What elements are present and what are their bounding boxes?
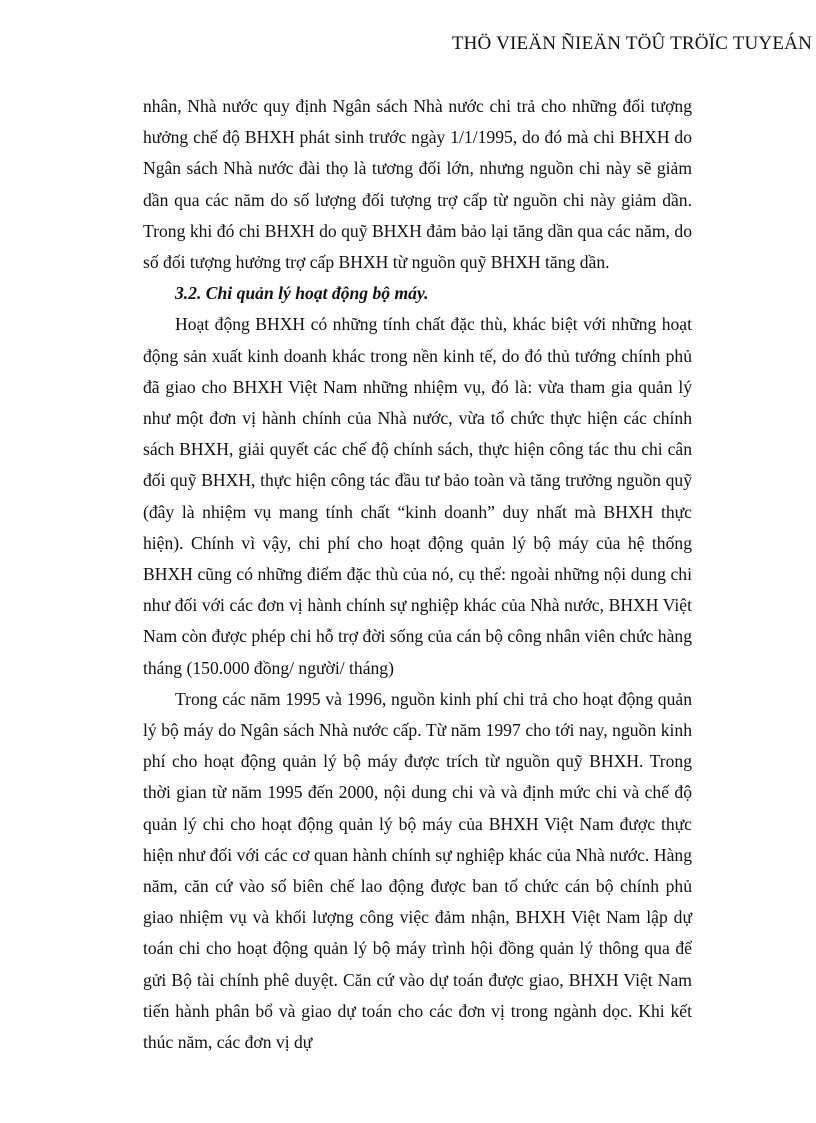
document-body <box>143 91 692 1058</box>
paragraph-funding: Trong các năm 1995 và 1996, nguồn kinh phí chi trả cho hoạt động quản lý bộ máy do Ngân sách Nhà nước cấp. Từ năm 1997 cho tới nay, nguồn kinh phí cho hoạt động quản lý bộ máy được trích từ nguồn quỹ BHXH. Trong thời gian từ năm 1995 đến 2000, nội dung chi và và định mức chi và chế độ quản lý chi cho hoạt động quản lý bộ máy của BHXH Việt Nam được thực hiện như đối với các cơ quan hành chính sự nghiệp khác của Nhà nước. Hàng năm, căn cứ vào số biên chế lao động được ban tổ chức cán bộ chính phủ giao nhiệm vụ và khối lượng công việc đảm nhận, BHXH Việt Nam lập dự toán chi cho hoạt động quản lý bộ máy trình hội đồng quản lý thông qua để gửi Bộ tài chính phê duyệt. Căn cứ vào dự toán được giao, BHXH Việt Nam tiến hành phân bổ và giao dự toán cho các đơn vị trong ngành dọc. Khi kết thúc năm, các đơn vị dự <box>143 688 692 1053</box>
running-header: THÖ VIEÄN ÑIEÄN TÖÛ TRÖÏC TUYEÁN <box>451 33 812 54</box>
paragraph-operations: Hoạt động BHXH có những tính chất đặc thù, khác biệt với những hoạt động sản xuất kinh doanh khác trong nền kinh tế, do đó thủ tướng chính phủ đã giao cho BHXH Việt Nam những nhiệm vụ, đó là: vừa tham gia quản lý như một đơn vị hành chính của Nhà nước, vừa tổ chức thực hiện các chính sách BHXH, giải quyết các chế độ chính sách, thực hiện công tác thu chi cân đối quỹ BHXH, thực hiện công tác đầu tư bảo toàn và tăng trưởng nguồn quỹ (đây là nhiệm vụ mang tính chất “kinh doanh” duy nhất mà BHXH thực hiện). Chính vì vậy, chi phí cho hoạt động quản lý bộ máy của hệ thống BHXH cũng có những điểm đặc thù của nó, cụ thể: ngoài những nội dung chi như đối với các đơn vị hành chính sự nghiệp khác của Nhà nước, BHXH Việt Nam còn được phép chi hỗ trợ đời sống của cán bộ công nhân viên chức hàng tháng (150.000 đồng/ người/ tháng) <box>143 314 692 678</box>
paragraph-continuation: nhân, Nhà nước quy định Ngân sách Nhà nước chi trả cho những đối tượng hưởng chế độ BHXH phát sinh trước ngày 1/1/1995, do đó mà chi BHXH do Ngân sách Nhà nước đài thọ là tương đối lớn, nhưng nguồn chi này sẽ giảm dần qua các năm do số lượng đối tượng trợ cấp từ nguồn chi này giảm dần. Trong khi đó chi BHXH do quỹ BHXH đảm bảo lại tăng dần qua các năm, do số đối tượng hưởng trợ cấp BHXH từ nguồn quỹ BHXH tăng dần. <box>143 96 692 273</box>
section-heading: 3.2. Chi quản lý hoạt động bộ máy. <box>175 283 429 304</box>
